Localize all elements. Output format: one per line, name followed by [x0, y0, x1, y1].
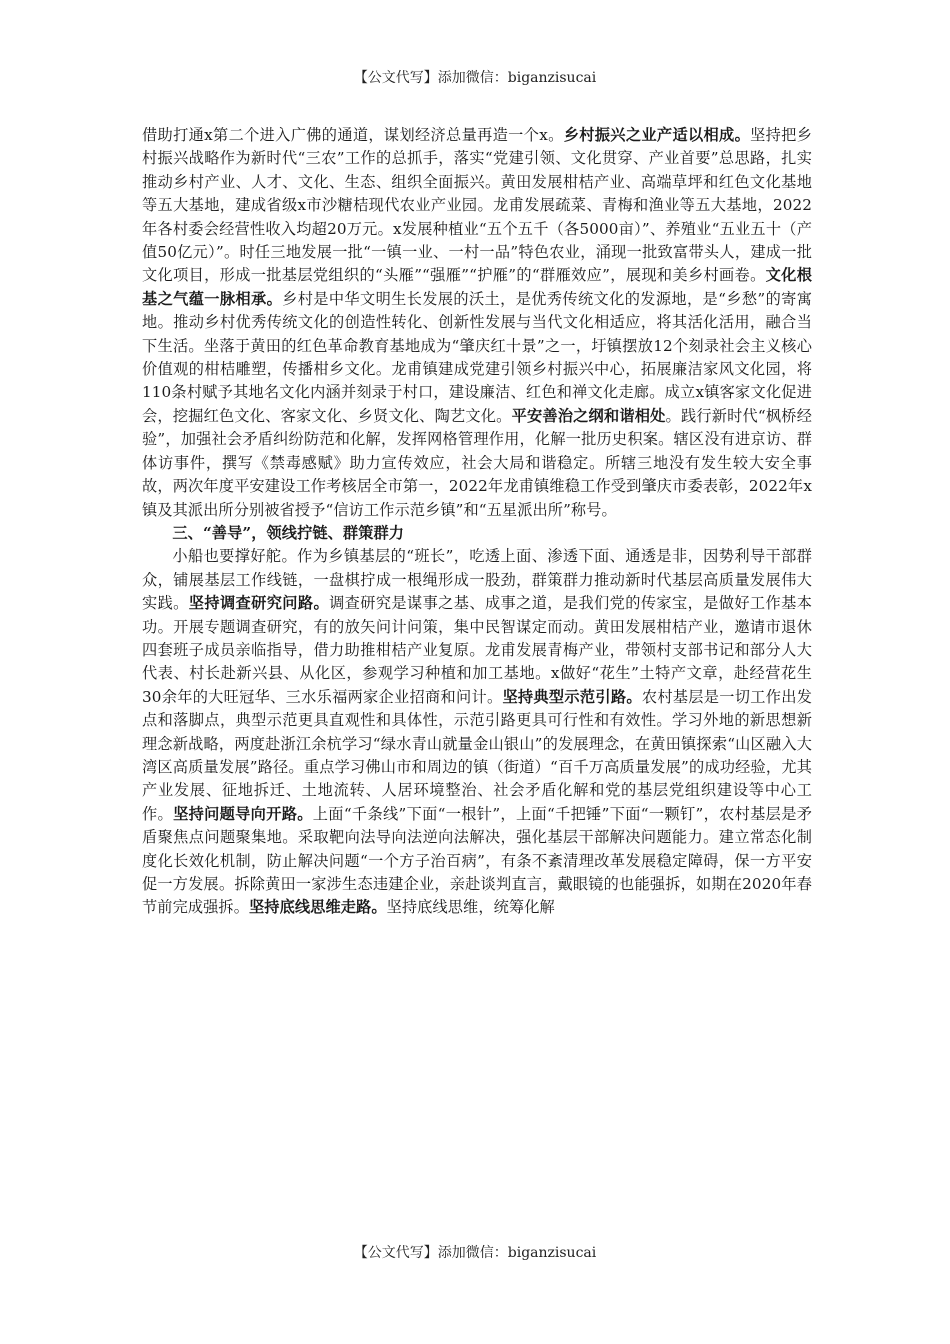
paragraph-guidance [142, 545, 812, 920]
text-run: 借助打通x第二个进入广佛的通道，谋划经济总量再造一个x。 [142, 126, 564, 144]
text-run: 调查研究是谋事之基、成事之道，是我们党的传家宝，是做好工作基本功。开展专题调查研究，有的放矢问计问策，集中民智谋定而动。黄田发展柑桔产业，邀请市退休四套班子成员亲临指导，借力助推柑桔产业复原。龙甫发展青梅产业，带领村支部书记和部分人大代表、村长赴新兴县、从化区，参观学习种植和加工基地。x做好“花生”土特产文章，赴经营花生30余年的大旺冠华、三水乐福两家企业招商和问计。 [142, 594, 812, 706]
text-run: 坚持底线思维，统筹化解 [386, 898, 555, 917]
page-header: 【公文代写】添加微信：biganzisucai [353, 70, 597, 86]
text-run: 上面“千条线”下面“一根针”，上面“千把锤”下面“一颗钉”，农村基层是矛盾聚焦点问题聚集地。采取靶向法导向法逆向法解决，强化基层干部解决问题能力。建立常态化制度化长效化机制，防止解决问题“一个方子治百病”，有条不紊清理改革发展稳定障碍，保一方平安促一方发展。拆除黄田一家涉生态违建企业，亲赴谈判直言，戴眼镜的也能强拆，如期在2020年春节前完成强拆。 [142, 804, 813, 917]
bold-heading-research: 坚持调查研究问路。 [188, 594, 330, 613]
text-run: 坚持把乡村振兴战略作为新时代“三农”工作的总抓手，落实“党建引领、文化贯穿、产业首要”总思路，扎实推动乡村产业、人才、文化、生态、组织全面振兴。黄田发展柑桔产业、高端草坪和红色文化基地等五大基地，建成省级x市沙糖桔现代农业产业园。龙甫发展疏菜、青梅和渔业等五大基地，2022年各村委会经营性收入均超20万元。x发展种植业“五个五千（各5000亩）”、养殖业“五业五十（产值50亿元）”。时任三地发展一批“一镇一业、一村一品”特色农业，涌现一批致富带头人，建成一批文化项目，形成一批基层党组织的“头雁”“强雁”“护雁”的“群雁效应”，展现和美乡村画卷。 [142, 126, 812, 285]
bold-heading-bottom-line: 坚持底线思维走路。 [249, 898, 387, 917]
section-title: 三、“善导”，领线拧链、群策群力 [172, 523, 405, 542]
paragraph-rural-culture-safety [142, 124, 812, 522]
text-run: 。践行新时代“枫桥经验”，加强社会矛盾纠纷防范和化解，发挥网格管理作用，化解一批历史积案。辖区没有进京访、群体访事件，撰写《禁毒感赋》助力宣传效应，社会大局和谐稳定。所辖三地没有发生较大安全事故，两次年度平安建设工作考核居全市第一，2022年龙甫镇维稳工作受到肇庆市委表彰，2022年x镇及其派出所分别被省授予“信访工作示范乡镇”和“五星派出所”称号。 [142, 406, 812, 519]
text-run: 乡村是中华文明生长发展的沃土，是优秀传统文化的发源地，是“乡愁”的寄寓地。推动乡村优秀传统文化的创造性转化、创新性发展与当代文化相适应，将其活化活用，融合当下生活。坐落于黄田的红色革命教育基地成为“肇庆红十景”之一，圩镇摆放12个刻录社会主义核心价值观的柑桔雕塑，传播柑乡文化。龙甫镇建成党建引领乡村振兴中心，拓展廉洁家风文化园，将110条村赋予其地名文化内涵并刻录于村口，建设廉洁、红色和禅文化走廊。成立x镇客家文化促进会，挖掘红色文化、客家文化、乡贤文化、陶艺文化。 [142, 289, 812, 425]
document-body [142, 124, 812, 920]
bold-heading-demonstration: 坚持典型示范引路。 [502, 687, 642, 706]
text-run: 农村基层是一切工作出发点和落脚点，典型示范更具直观性和具体性，示范引路更具可行性和有效性。学习外地的新思想新理念新战略，两度赴浙江余杭学习“绿水青山就量金山银山”的发展理念，在黄田镇探索“山区融入大湾区高质量发展”路径。重点学习佛山市和周边的镇（街道）“百千万高质量发展”的成功经验，尤其产业发展、征地拆迁、土地流转、人居环境整治、社会矛盾化解和党的基层党组织建设等中心工作。 [142, 687, 812, 823]
bold-heading-safety: 平安善治之纲和谐相处 [511, 406, 666, 425]
bold-heading-rural-revitalization: 乡村振兴之业产适以相成。 [563, 126, 751, 144]
bold-heading-culture: 文化根基之气蕴一脉相承。 [142, 266, 812, 308]
text-run: 小船也要撑好舵。作为乡镇基层的“班长”，吃透上面、渗透下面、通透是非，因势利导干部群众，铺展基层工作线链，一盘棋拧成一根绳形成一股劲，群策群力推动新时代基层高质量发展伟大实践。 [142, 547, 812, 613]
page-footer: 【公文代写】添加微信：biganzisucai [353, 1245, 597, 1261]
bold-heading-problem-oriented: 坚持问题导向开路。 [173, 804, 313, 823]
